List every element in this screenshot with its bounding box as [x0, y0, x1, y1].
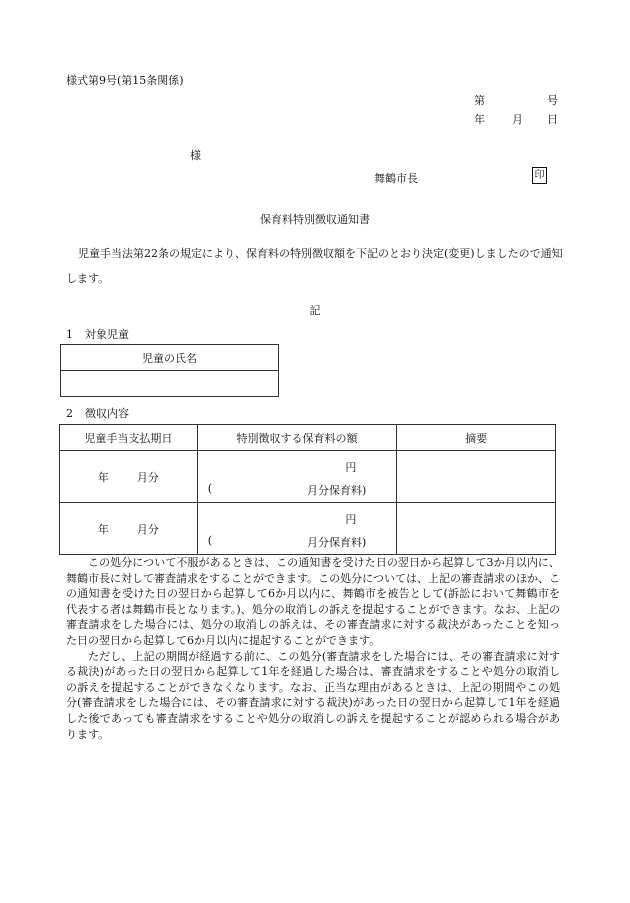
header-remarks: 摘要	[397, 425, 556, 451]
section2-heading	[66, 405, 129, 421]
section1-label: 対象児童	[85, 328, 129, 341]
section1-heading	[66, 326, 129, 342]
payment-month-cell	[60, 451, 198, 503]
form-number-label: 様式第9号(第15条関係)	[66, 74, 184, 87]
header-payment-date: 児童手当支払期日	[60, 425, 198, 451]
section2-number: 2	[66, 407, 73, 420]
amount-cell	[197, 451, 397, 503]
date-day: 日	[547, 113, 558, 126]
appeal-notice	[66, 555, 560, 742]
number-suffix: 号	[547, 94, 558, 107]
section2-label: 徴収内容	[85, 407, 129, 420]
date-year: 年	[474, 113, 485, 126]
collection-table	[59, 424, 556, 555]
payment-month-cell	[60, 503, 198, 555]
month-fee-label: 月分保育料)	[307, 484, 367, 497]
table-row	[60, 503, 556, 555]
document-title: 保育料特別徴収通知書	[260, 213, 370, 226]
paren-open: (	[207, 534, 213, 547]
month-fee-label: 月分保育料)	[307, 536, 367, 549]
child-table	[60, 344, 279, 397]
addressee-suffix: 様	[190, 149, 201, 162]
sender-name: 舞鶴市長	[374, 172, 418, 185]
table-row	[60, 451, 556, 503]
date-month: 月	[512, 113, 523, 126]
notice-paragraph-2: ただし、上記の期間が経過する前に、この処分(審査請求をした場合には、その審査請求に対する裁決)があった日の翌日から起算して1年を経過した場合は、審査請求をすることや処分の取消しの訴えを提起することができなくなります。なお、正当な理由があるときは、上記の期間やこの処分(審査請求をした場合には、その審査請求に対する裁決)があった日の翌日から起算して1年を経過した後であっても審査請求をすることや処分の取消しの訴えを提起することが認められる場合があります。	[66, 649, 560, 741]
amount-cell	[197, 503, 397, 555]
section1-number: 1	[66, 328, 73, 341]
notice-paragraph-1: この処分について不服があるときは、この通知書を受けた日の翌日から起算して3か月以内に、舞鶴市長に対して審査請求をすることができます。この処分については、上記の審査請求のほか、この通知書を受けた日の翌日から起算して6か月以内に、舞鶴市を被告として(訴訟において舞鶴市を代表する者は舞鶴市長となります。)、処分の取消しの訴えを提起することができます。なお、上記の審査請求をした場合には、処分の取消しの訴えは、その審査請求に対する裁決があったことを知った日の翌日から起算して6か月以内に提起することができます。	[66, 556, 560, 647]
row-year: 年	[97, 470, 109, 484]
number-prefix: 第	[474, 94, 485, 107]
remarks-cell	[397, 503, 556, 555]
seal-stamp: 印	[532, 167, 547, 184]
child-name-cell	[61, 371, 279, 397]
header-amount: 特別徴収する保育料の額	[197, 425, 397, 451]
yen-label: 円	[345, 461, 357, 474]
yen-label: 円	[345, 513, 357, 526]
paren-open: (	[207, 482, 213, 495]
body-paragraph	[66, 241, 566, 291]
ki-heading: 記	[309, 304, 321, 317]
body-text: 児童手当法第22条の規定により、保育料の特別徴収額を下記のとおり決定(変更)しましたので通知します。	[66, 247, 563, 285]
row-year: 年	[97, 522, 109, 536]
row-month: 月分	[136, 470, 159, 484]
child-name-header: 児童の氏名	[61, 345, 279, 371]
row-month: 月分	[136, 522, 159, 536]
remarks-cell	[397, 451, 556, 503]
